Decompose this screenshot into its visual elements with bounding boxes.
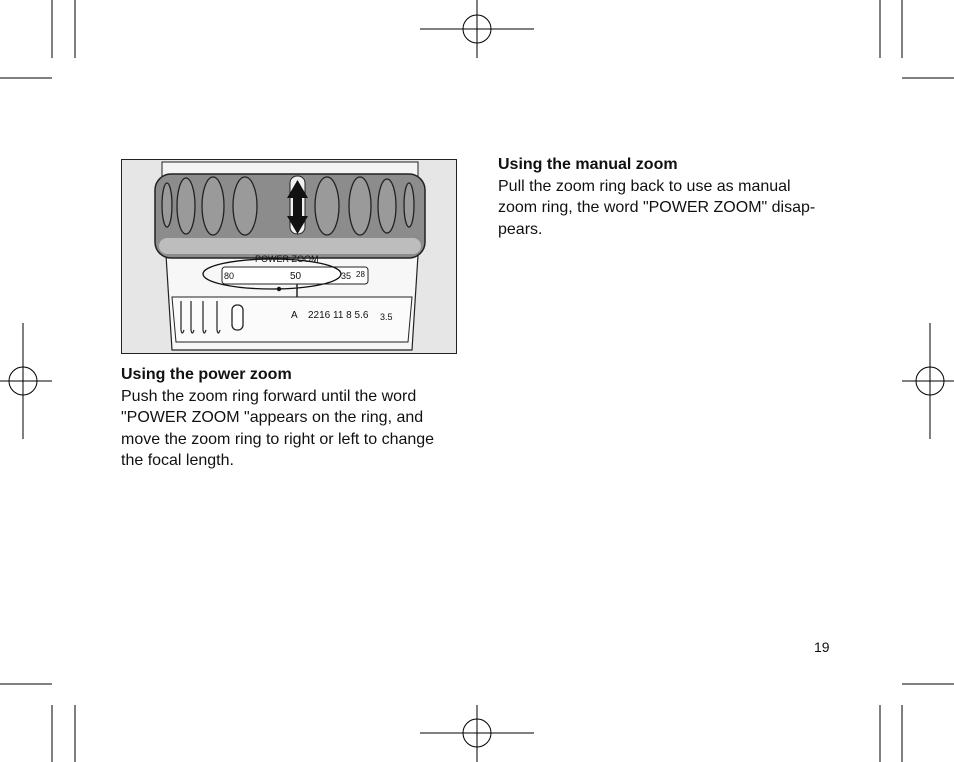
- focal-50-label: 50: [290, 271, 302, 282]
- focal-35-label: 35: [341, 271, 352, 281]
- manual-zoom-section: [498, 154, 832, 240]
- power-zoom-body: Push the zoom ring forward until the word "POWER ZOOM "appears on the ring, and move the zoom ring to right or left to change the focal length.: [121, 387, 435, 469]
- focal-28-label: 28: [356, 270, 365, 279]
- power-zoom-heading: Using the power zoom: [121, 366, 292, 383]
- aperture-mode-label: A: [291, 310, 298, 321]
- double-arrow-icon: [287, 176, 308, 234]
- lens-illustration: [121, 159, 457, 354]
- page-number: 19: [814, 639, 830, 655]
- power-zoom-ring-label: POWER ZOOM: [255, 254, 319, 264]
- index-dot-icon: [277, 287, 281, 291]
- manual-zoom-body: Pull the zoom ring back to use as manual zoom ring, the word "POWER ZOOM" disap-pears.: [498, 177, 816, 238]
- aperture-max-label: 3.5: [380, 312, 393, 322]
- manual-zoom-heading: Using the manual zoom: [498, 156, 678, 173]
- aperture-values-label: 2216 11 8 5.6: [308, 310, 369, 321]
- focal-80-label: 80: [224, 271, 235, 281]
- power-zoom-section: [121, 364, 451, 472]
